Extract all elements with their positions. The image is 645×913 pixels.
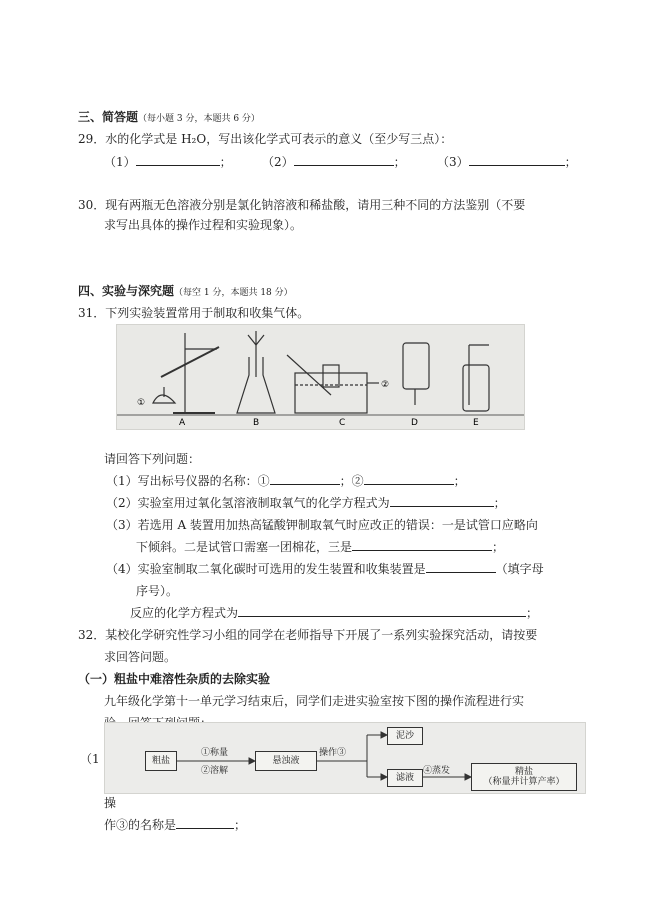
flow-product: 精盐	[514, 767, 533, 777]
flow-diagram	[104, 722, 586, 794]
section3-note: （每小题 3 分，本题共 6 分）	[138, 114, 260, 124]
q31-p3-end: ；	[492, 540, 505, 554]
q31-part3	[136, 538, 504, 555]
flow-node-sand: 泥沙	[387, 727, 423, 745]
q31-p4-line3: 反应的化学方程式为	[130, 606, 239, 620]
figure-label-B: B	[253, 418, 260, 428]
q31-part4-equation	[130, 604, 538, 621]
flow-product-note: （称量并计算产率）	[483, 777, 565, 787]
section4-heading: 四、实验与深究题	[78, 284, 175, 298]
q29-label-1: （1）	[104, 155, 136, 169]
q31-part4	[106, 560, 544, 577]
section3-heading: 三、简答题	[78, 110, 139, 124]
q32-cont1: 操	[104, 796, 117, 810]
figure-label-A: A	[179, 418, 186, 428]
section4-note: （每空 1 分，本题共 18 分）	[174, 288, 293, 298]
figure-label-1: ①	[137, 398, 146, 408]
q29-answer-2	[262, 153, 406, 170]
q29-label-3: （3）	[437, 155, 469, 169]
q29-label-2: （2）	[262, 155, 294, 169]
q32-cont2-end: ；	[234, 818, 247, 832]
flow-node-crude-salt: 粗盐	[145, 751, 177, 771]
figure-label-2: ②	[381, 380, 390, 390]
q31-p3-line1: （3）若选用 A 装置用加热高锰酸钾制取氧气时应改正的错误：一是试管口应略向	[106, 518, 538, 532]
q29-answer-3	[437, 153, 577, 170]
flow-node-suspension: 悬浊液	[255, 751, 317, 771]
q31-part2	[106, 494, 506, 511]
q31-p4-end: ；	[526, 606, 539, 620]
q32-part-heading: （一）粗盐中难溶性杂质的去除实验	[78, 672, 271, 686]
section4-title	[78, 282, 293, 299]
section3-title	[78, 108, 260, 125]
q31-p4-line1: （4）实验室制取二氧化碳时可选用的发生装置和收集装置是	[106, 562, 426, 576]
flow-step-dissolve: ②溶解	[201, 766, 229, 776]
q29-answer-row	[104, 153, 232, 170]
q31-p4-line2: 序号）。	[136, 584, 179, 598]
q29-blank-1[interactable]	[136, 153, 220, 166]
q31-p4-blank-2[interactable]	[238, 604, 526, 617]
q29-blank-2[interactable]	[294, 153, 394, 166]
figure-label-D: D	[411, 418, 418, 428]
q29-sep-3: ；	[564, 155, 577, 169]
q29-sep-1: ；	[219, 155, 232, 169]
q30-line2: 求写出具体的操作过程和实验现象）。	[104, 218, 303, 232]
q29-blank-3[interactable]	[469, 153, 565, 166]
flow-node-filtrate: 滤液	[387, 769, 423, 787]
q31-part1	[106, 472, 466, 489]
q30-line1: 30．现有两瓶无色溶液分别是氯化钠溶液和稀盐酸，请用三种不同的方法鉴别（不要	[78, 198, 526, 212]
q31-p2-label: （2）实验室用过氧化氢溶液制取氧气的化学方程式为	[106, 496, 390, 510]
q31-p1-label: （1）写出标号仪器的名称：①	[106, 474, 270, 488]
q32-line2: 求回答问题。	[104, 650, 177, 664]
q31-p3-line2: 下倾斜。二是试管口需塞一团棉花，三是	[136, 540, 353, 554]
q32-line1: 32．某校化学研究性学习小组的同学在老师指导下开展了一系列实验探究活动，请按要	[78, 628, 538, 642]
flow-op3: 操作③	[319, 748, 347, 758]
q31-p4-blank-1[interactable]	[426, 560, 496, 573]
q31-p3-blank[interactable]	[352, 538, 492, 551]
q31-p4-suffix: （填字母	[495, 562, 544, 576]
flow-step-evaporate: ④蒸发	[423, 766, 451, 776]
q32-question1	[104, 816, 246, 833]
figure-label-E: E	[473, 418, 479, 428]
q31-p1-mid: ；②	[339, 474, 364, 488]
q32-cont2: 作③的名称是	[104, 818, 177, 832]
q31-p2-blank[interactable]	[390, 494, 494, 507]
figure-label-C: C	[339, 418, 346, 428]
q32-op3-blank[interactable]	[176, 816, 234, 829]
q31-p1-blank-1[interactable]	[270, 472, 340, 485]
q31-prompt: 请回答下列问题：	[104, 452, 201, 466]
q32-intro1: 九年级化学第十一单元学习结束后，同学们走进实验室按下图的操作流程进行实	[104, 694, 525, 708]
apparatus-drawing	[117, 325, 524, 429]
q29-sep-2: ；	[393, 155, 406, 169]
q31-p2-end: ；	[493, 496, 506, 510]
q29-text: 29．水的化学式是 H₂O，写出该化学式可表示的意义（至少写三点）：	[78, 132, 453, 146]
q31-p1-end: ；	[453, 474, 466, 488]
q31-p1-blank-2[interactable]	[364, 472, 454, 485]
flow-node-refined-salt	[471, 763, 577, 791]
q31-text: 31．下列实验装置常用于制取和收集气体。	[78, 306, 310, 320]
apparatus-figure	[116, 324, 525, 430]
flow-step-weigh: ①称量	[201, 748, 229, 758]
q32-side-label: （1	[80, 752, 100, 766]
